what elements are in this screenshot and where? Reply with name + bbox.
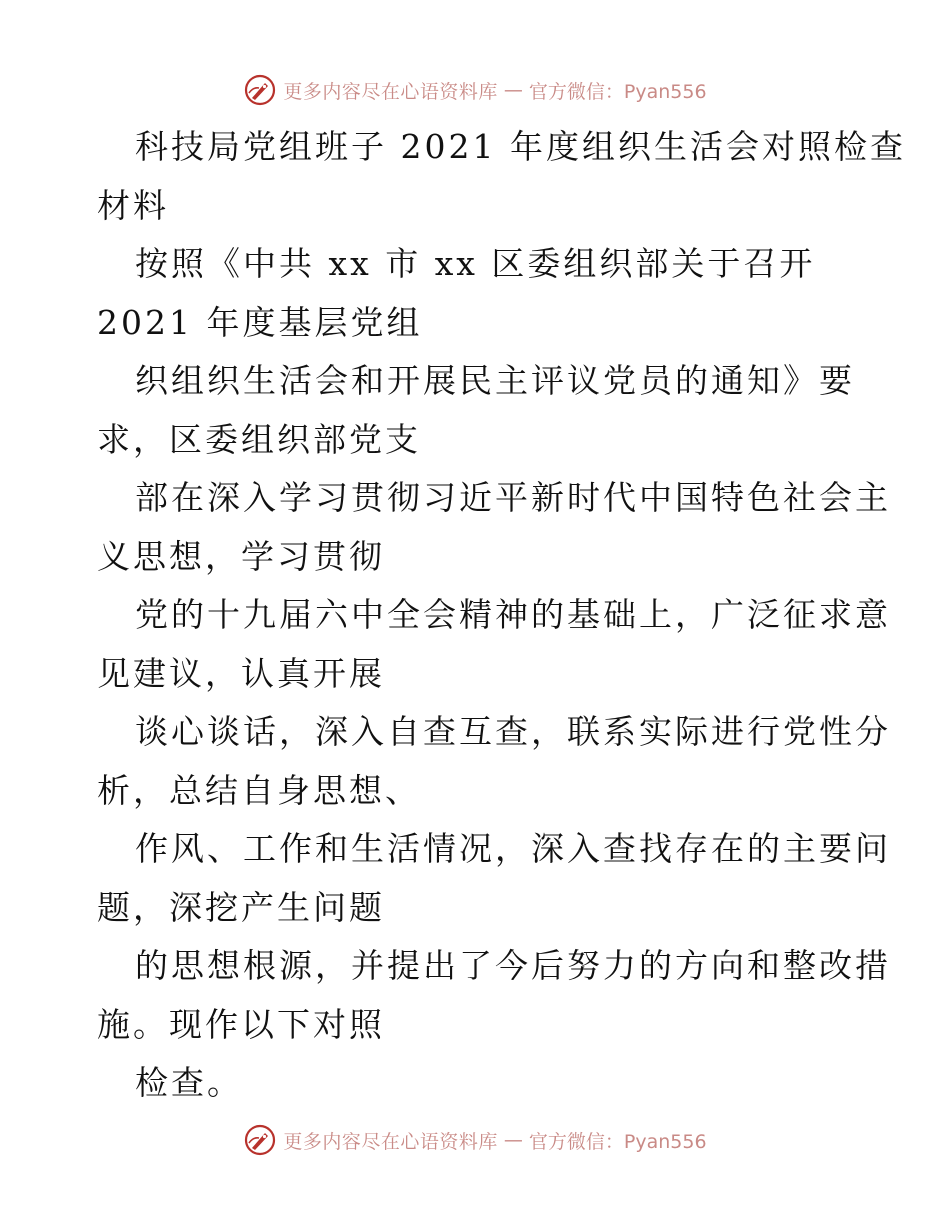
paragraph-line: 见建议，认真开展 xyxy=(97,653,385,693)
footer-watermark xyxy=(0,1120,950,1160)
paragraph-line: 求，区委组织部党支 xyxy=(97,419,421,459)
paragraph-line: 织组织生活会和开展民主评议党员的通知》要 xyxy=(135,361,855,400)
paragraph-line: 题，深挖产生问题 xyxy=(97,887,385,927)
watermark-text: 更多内容尽在心语资料库 xyxy=(283,80,498,103)
watermark-separator: — xyxy=(503,79,523,101)
watermark-separator: — xyxy=(503,1129,523,1151)
pen-nib-logo-icon xyxy=(243,73,277,107)
watermark-text: 更多内容尽在心语资料库 xyxy=(283,1130,498,1153)
paragraph-line: 的思想根源，并提出了今后努力的方向和整改措 xyxy=(135,946,891,985)
paragraph-line: 检查。 xyxy=(135,1063,243,1102)
paragraph-line: 义思想，学习贯彻 xyxy=(97,536,385,576)
paragraph-line: 按照《中共 xx 市 xx 区委组织部关于召开 xyxy=(135,244,816,283)
watermark-wechat-label: 官方微信：Pyan556 xyxy=(528,1130,707,1153)
document-body xyxy=(97,118,906,1113)
pen-nib-logo-icon xyxy=(243,1123,277,1157)
paragraph-line: 谈心谈话，深入自查互查，联系实际进行党性分 xyxy=(135,712,891,751)
paragraph-line: 作风、工作和生活情况，深入查找存在的主要问 xyxy=(135,829,891,868)
paragraph-line: 部在深入学习贯彻习近平新时代中国特色社会主 xyxy=(135,478,891,517)
title-line-1: 科技局党组班子 2021 年度组织生活会对照检查 xyxy=(135,127,906,166)
header-watermark xyxy=(0,70,950,110)
paragraph-line: 析，总结自身思想、 xyxy=(97,770,421,810)
paragraph-line: 施。现作以下对照 xyxy=(97,1004,385,1044)
title-line-2: 材料 xyxy=(97,185,169,225)
watermark-wechat-label: 官方微信：Pyan556 xyxy=(528,80,707,103)
paragraph-line: 党的十九届六中全会精神的基础上，广泛征求意 xyxy=(135,595,891,634)
paragraph-line: 2021 年度基层党组 xyxy=(97,302,423,342)
